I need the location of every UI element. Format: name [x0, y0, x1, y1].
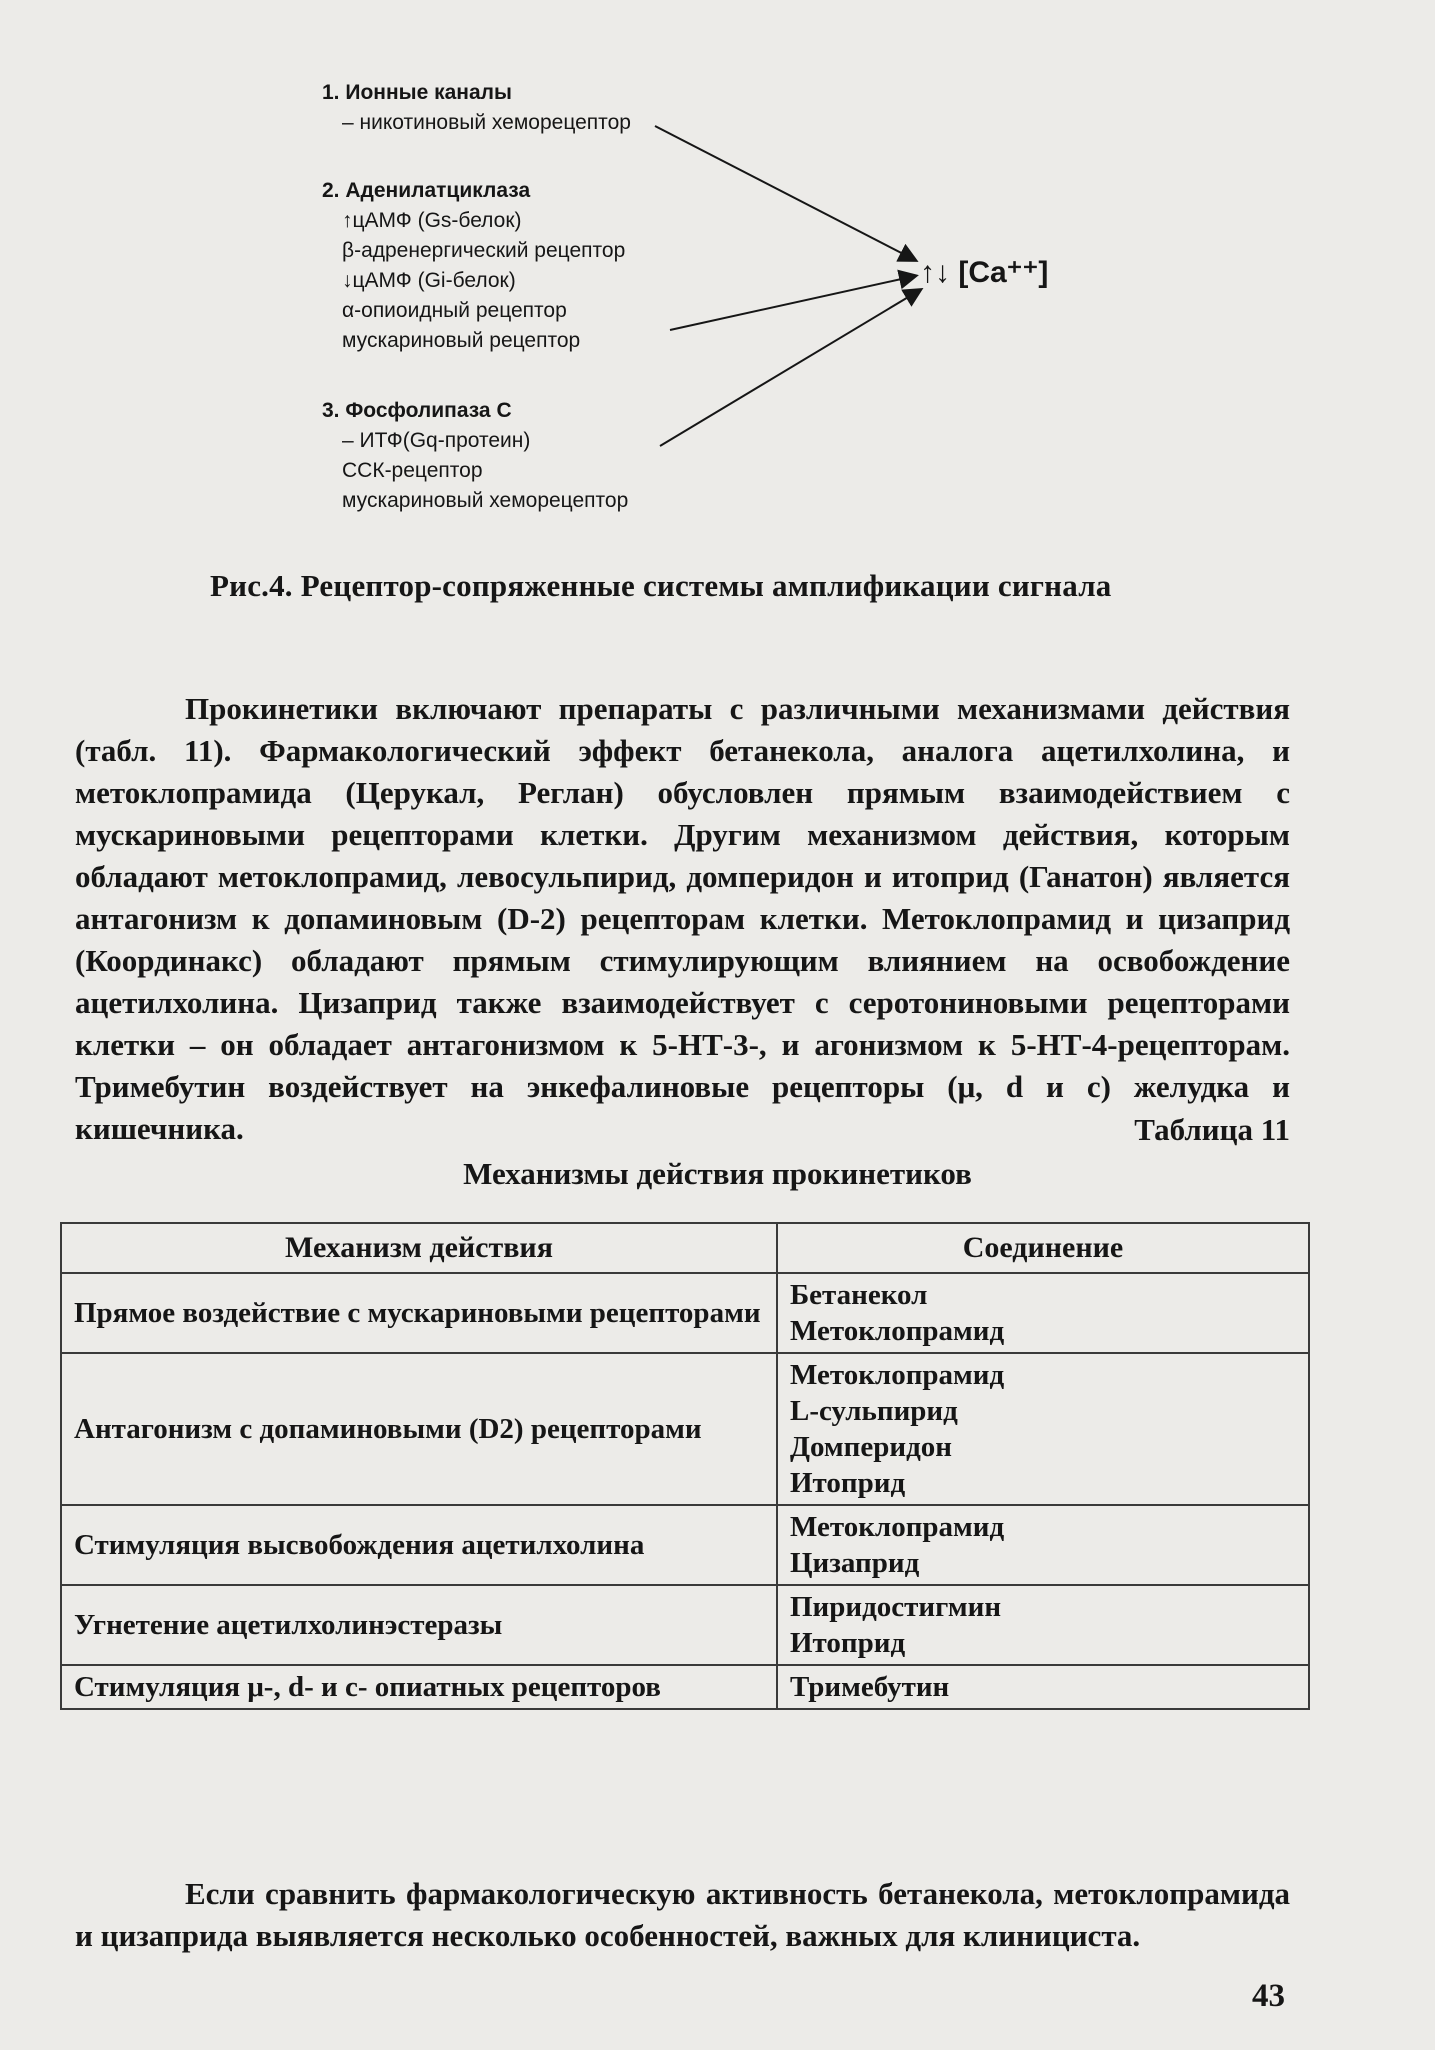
compound-name: Пиридостигмин	[790, 1591, 1002, 1623]
diagram-arrows	[300, 78, 1120, 528]
diagram-line: α-опиоидный рецептор	[342, 299, 567, 322]
compound-cell	[777, 1273, 1309, 1353]
table-row	[61, 1585, 1309, 1665]
compound-name: Итоприд	[790, 1467, 906, 1499]
arrow-ion-channels	[655, 126, 915, 260]
diagram-line: 3. Фосфолипаза С	[322, 399, 512, 422]
diagram-line: 1. Ионные каналы	[322, 81, 512, 104]
paragraph-prokinetics: Прокинетики включают препараты с различными механизмами действия (табл. 11). Фармакологический эффект бетанекола, аналога ацетилхолина, и метоклопрамида (Церукал, Реглан) обусловлен прямым взаимодействием с мускариновыми рецепторами клетки. Другим механизмом действия, которым обладают метоклопрамид, левосульпирид, домперидон и итоприд (Ганатон) является антагонизм к допаминовым (D-2) рецепторам клетки. Метоклопрамид и цизаприд (Координакс) обладают прямым стимулирующим влиянием на освобождение ацетилхолина. Цизаприд также взаимодействует с серотониновыми рецепторами клетки – он обладает антагонизмом к 5-НТ-3-, и агонизмом к 5-НТ-4-рецепторам. Тримебутин воздействует на энкефалиновые рецепторы (μ, d и c) желудка и кишечника.	[75, 691, 1290, 1146]
page-number: 43	[1252, 1978, 1285, 2014]
figure-caption: Рис.4. Рецептор-сопряженные системы амплификации сигнала	[210, 568, 1112, 603]
diagram-line: мускариновый рецептор	[342, 329, 581, 352]
receptor-diagram	[300, 78, 1120, 528]
diagram-line: β-адренергический рецептор	[342, 239, 626, 262]
table-title: Механизмы действия прокинетиков	[463, 1156, 972, 1191]
paragraph-comparison: Если сравнить фармакологическую активность бетанекола, метоклопрамида и цизаприда выявляется несколько особенностей, важных для клинициста.	[75, 1876, 1290, 1953]
mechanism-cell: Прямое воздействие с мускариновыми рецепторами	[61, 1273, 777, 1353]
mechanism-cell: Стимуляция μ-, d- и c- опиатных рецепторов	[61, 1665, 777, 1709]
compound-cell	[777, 1585, 1309, 1665]
compound-name: L-сульпирид	[790, 1395, 958, 1427]
compound-cell	[777, 1353, 1309, 1505]
compound-name: Бетанекол	[790, 1279, 928, 1311]
diagram-line: 2. Аденилатциклаза	[322, 179, 531, 202]
table-header-mechanism: Механизм действия	[61, 1223, 777, 1273]
diagram-line: – никотиновый хеморецептор	[342, 111, 631, 134]
diagram-line: ↓цАМФ (Gi-белок)	[342, 269, 516, 292]
compound-name: Метоклопрамид	[790, 1511, 1005, 1543]
mechanism-cell: Стимуляция высвобождения ацетилхолина	[61, 1505, 777, 1585]
table-label: Таблица 11	[1134, 1112, 1290, 1147]
compound-name: Домперидон	[790, 1431, 952, 1463]
calcium-result: ↑↓ [Ca⁺⁺]	[920, 256, 1049, 289]
table-row	[61, 1273, 1309, 1353]
compound-name: Метоклопрамид	[790, 1315, 1005, 1347]
diagram-line: мускариновый хеморецептор	[342, 489, 629, 512]
table-row	[61, 1505, 1309, 1585]
arrow-adenylate-cyclase	[670, 276, 915, 330]
compound-cell	[777, 1665, 1309, 1709]
mechanisms-table	[60, 1222, 1310, 1710]
compound-name: Метоклопрамид	[790, 1359, 1005, 1391]
mechanism-cell: Угнетение ацетилхолинэстеразы	[61, 1585, 777, 1665]
diagram-line: ↑цАМФ (Gs-белок)	[342, 209, 522, 232]
diagram-line: – ИТФ(Gq-протеин)	[342, 429, 531, 452]
table-header-compound: Соединение	[777, 1223, 1309, 1273]
compound-name: Цизаприд	[790, 1547, 920, 1579]
table-row	[61, 1665, 1309, 1709]
diagram-line: ССК-рецептор	[342, 459, 483, 482]
table-header-row	[61, 1223, 1309, 1273]
compound-name: Итоприд	[790, 1627, 906, 1659]
table-row	[61, 1353, 1309, 1505]
mechanism-cell: Антагонизм с допаминовыми (D2) рецепторами	[61, 1353, 777, 1505]
compound-cell	[777, 1505, 1309, 1585]
compound-name: Тримебутин	[790, 1671, 950, 1703]
arrow-phospholipase-c	[660, 290, 920, 446]
